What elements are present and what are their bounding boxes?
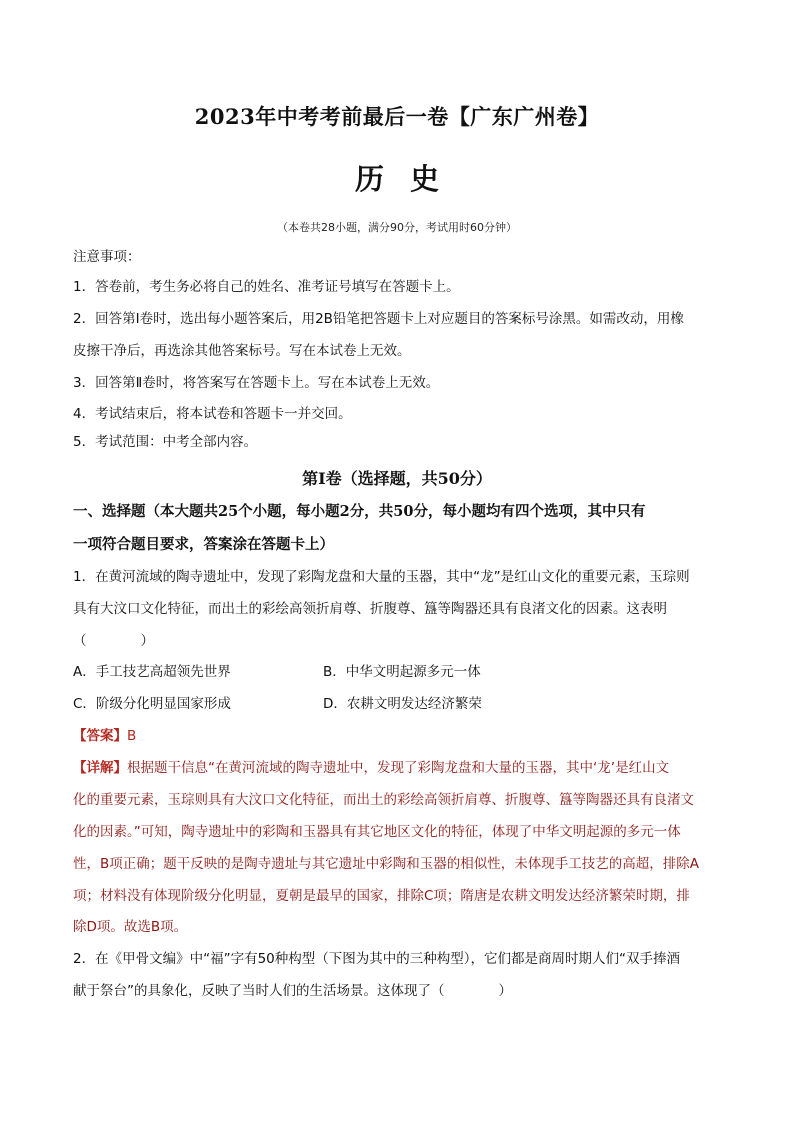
subject-char-1: 历 (354, 162, 384, 196)
notice-heading: 注意事项： (73, 249, 141, 265)
question-1-option-b: B．中华文明起源多元一体 (323, 664, 481, 680)
notice-item-2-cont: 皮擦干净后，再选涂其他答案标号。写在本试卷上无效。 (73, 343, 411, 359)
question-1-detail-line-3: 化的因素。”可知，陶寺遗址中的彩陶和玉器具有其它地区文化的特征，体现了中华文明起源的多元一体 (73, 824, 681, 840)
notice-item-2: 2．回答第Ⅰ卷时，选出每小题答案后，用2B铅笔把答题卡上对应题目的答案标号涂黑。如需改动，用橡 (73, 311, 684, 327)
question-1-option-c: C．阶级分化明显国家形成 (73, 696, 231, 712)
question-1-answer (73, 727, 136, 745)
question-1-detail-line-5: 项；材料没有体现阶级分化明显，夏朝是最早的国家，排除C项；隋唐是农耕文明发达经济繁荣时期，排 (73, 888, 690, 904)
answer-value: B (127, 728, 137, 744)
section-title: 第Ⅰ卷（选择题，共50分） (302, 469, 492, 488)
question-1-stem-line-2: 具有大汶口文化特征，而出土的彩绘高领折肩尊、折腹尊、簋等陶器还具有良渚文化的因素。这表明 (73, 601, 667, 617)
notice-item-3: 3．回答第Ⅱ卷时，将答案写在答题卡上。写在本试卷上无效。 (73, 375, 440, 391)
exam-title: 2023年中考考前最后一卷【广东广州卷】 (194, 104, 600, 129)
notice-item-5: 5．考试范围：中考全部内容。 (73, 434, 258, 450)
question-1-option-d: D．农耕文明发达经济繁荣 (323, 696, 482, 712)
answer-tag: 【答案】 (73, 728, 127, 744)
question-1-detail-line-4: 性，B项正确；题干反映的是陶寺遗址与其它遗址中彩陶和玉器的相似性，未体现手工技艺的高超，排除A (73, 856, 699, 872)
subject-char-2: 史 (410, 162, 440, 196)
notice-item-4: 4．考试结束后，将本试卷和答题卡一并交回。 (73, 406, 352, 422)
question-type-line-2: 一项符合题目要求，答案涂在答题卡上） (73, 536, 334, 553)
question-1-stem-line-1: 1．在黄河流域的陶寺遗址中，发现了彩陶龙盘和大量的玉器，其中“龙”是红山文化的重要元素，玉琮则 (73, 569, 690, 585)
question-1-blank: （ ） (73, 633, 154, 649)
question-2-stem-line-1: 2．在《甲骨文编》中“福”字有50种构型（下图为其中的三种构型），它们都是商周时期人们“双手捧酒 (73, 951, 680, 967)
question-2-stem-line-2: 献于祭台”的具象化，反映了当时人们的生活场景。这体现了（ ） (73, 983, 512, 999)
exam-info: （本卷共28小题，满分90分，考试用时60分钟） (277, 221, 517, 234)
question-type-line-1: 一、选择题（本大题共25个小题，每小题2分，共50分，每小题均有四个选项，其中只有 (73, 503, 646, 520)
question-1-detail-line-2: 化的重要元素，玉琮则具有大汶口文化特征，而出土的彩绘高领折肩尊、折腹尊、簋等陶器还具有良渚文 (73, 792, 694, 808)
subject-title (0, 157, 794, 198)
detail-text-1: 根据题干信息“在黄河流域的陶寺遗址中，发现了彩陶龙盘和大量的玉器，其中‘龙’是红山文 (127, 760, 670, 776)
notice-item-1: 1．答卷前，考生务必将自己的姓名、准考证号填写在答题卡上。 (73, 279, 460, 295)
question-1-detail-line-6: 除D项。故选B项。 (73, 919, 188, 935)
detail-tag: 【详解】 (73, 760, 127, 776)
question-1-option-a: A．手工技艺高超领先世界 (73, 664, 231, 680)
question-1-detail-line-1 (73, 759, 733, 777)
